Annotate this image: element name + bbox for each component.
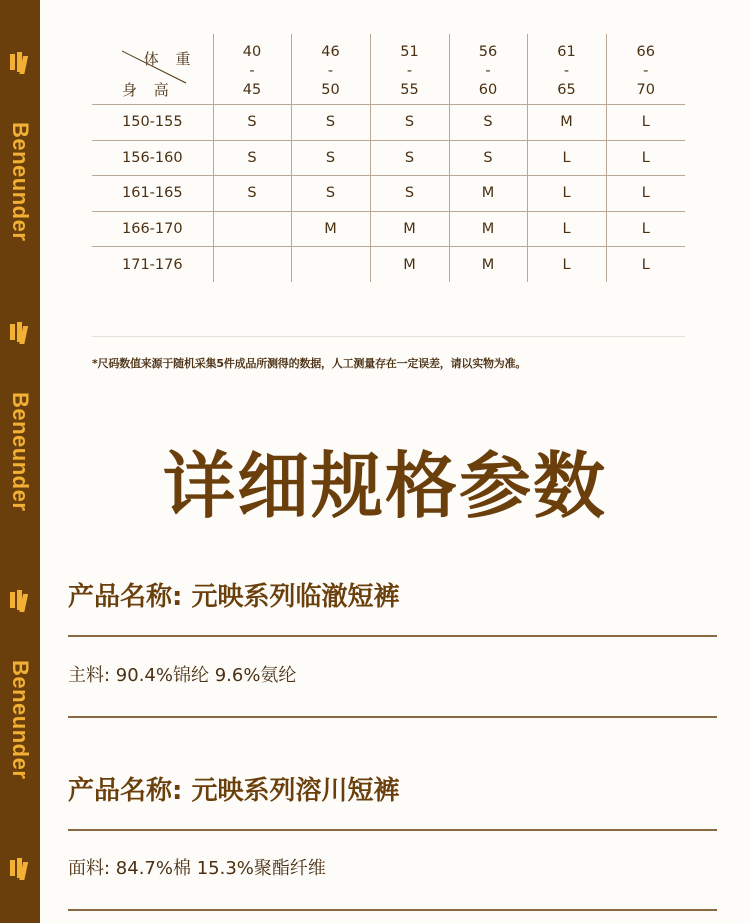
brand-wordmark: Beneunder <box>8 122 33 242</box>
weight-axis-label: 体 重 <box>143 50 197 68</box>
brand-logo-icon <box>10 52 32 76</box>
table-row <box>92 140 685 176</box>
size-cell: L <box>527 176 606 212</box>
size-cell: M <box>449 247 527 283</box>
size-cell: S <box>449 105 527 141</box>
section-title: 详细规格参数 <box>162 444 607 528</box>
size-cell: S <box>370 140 449 176</box>
size-cell: M <box>527 105 606 141</box>
size-cell: L <box>527 211 606 247</box>
size-cell: S <box>291 176 370 212</box>
brand-wordmark: Beneunder <box>8 392 33 512</box>
size-cell: S <box>291 105 370 141</box>
weight-range-header: 61 - 65 <box>527 34 606 105</box>
size-cell: L <box>606 247 685 283</box>
weight-range-header: 40 - 45 <box>213 34 291 105</box>
size-table-corner <box>92 34 213 105</box>
brand-logo-icon <box>10 858 32 882</box>
size-cell: L <box>606 140 685 176</box>
size-cell: S <box>213 105 291 141</box>
height-range-cell: 171-176 <box>122 256 183 273</box>
product-material: 面料: 84.7%棉 15.3%聚酯纤维 <box>68 858 326 879</box>
size-table <box>92 34 685 282</box>
divider <box>92 336 685 337</box>
weight-range-header: 56 - 60 <box>449 34 527 105</box>
size-cell: L <box>606 105 685 141</box>
size-cell: S <box>370 105 449 141</box>
weight-range-header: 51 - 55 <box>370 34 449 105</box>
size-cell: L <box>527 247 606 283</box>
product-material: 主料: 90.4%锦纶 9.6%氨纶 <box>68 665 297 686</box>
size-cell: M <box>449 176 527 212</box>
divider <box>68 635 717 637</box>
table-row <box>92 176 685 212</box>
size-cell: S <box>213 140 291 176</box>
size-cell: M <box>291 211 370 247</box>
measurement-footnote: *尺码数值来源于随机采集5件成品所测得的数据，人工测量存在一定误差，请以实物为准。 <box>92 357 527 370</box>
size-cell: L <box>527 140 606 176</box>
divider <box>68 829 717 831</box>
size-table-header-row <box>92 34 685 105</box>
size-cell <box>213 211 291 247</box>
size-cell: S <box>213 176 291 212</box>
height-range-cell: 166-170 <box>92 211 213 247</box>
size-cell: S <box>291 140 370 176</box>
height-range-cell: 156-160 <box>92 140 213 176</box>
brand-logo-icon <box>10 322 32 346</box>
size-cell: M <box>449 211 527 247</box>
brand-wordmark: Beneunder <box>8 660 33 780</box>
divider <box>68 909 717 911</box>
height-axis-label: 身 高 <box>122 81 175 99</box>
size-cell: S <box>370 176 449 212</box>
size-cell: L <box>606 211 685 247</box>
table-row <box>92 247 685 283</box>
size-cell: L <box>606 176 685 212</box>
product-name: 产品名称: 元映系列临澈短裤 <box>68 582 400 612</box>
weight-range-header: 46 - 50 <box>291 34 370 105</box>
size-cell <box>213 247 291 283</box>
size-cell: S <box>449 140 527 176</box>
size-cell <box>291 247 370 283</box>
weight-range-header: 66 - 70 <box>606 34 685 105</box>
size-cell: M <box>370 211 449 247</box>
divider <box>68 716 717 718</box>
brand-logo-icon <box>10 590 32 614</box>
size-cell: M <box>370 247 449 283</box>
height-range-cell: 161-165 <box>92 176 213 212</box>
table-row <box>92 211 685 247</box>
table-row <box>92 105 685 141</box>
height-range-cell: 150-155 <box>92 105 213 141</box>
product-name: 产品名称: 元映系列溶川短裤 <box>68 776 400 806</box>
